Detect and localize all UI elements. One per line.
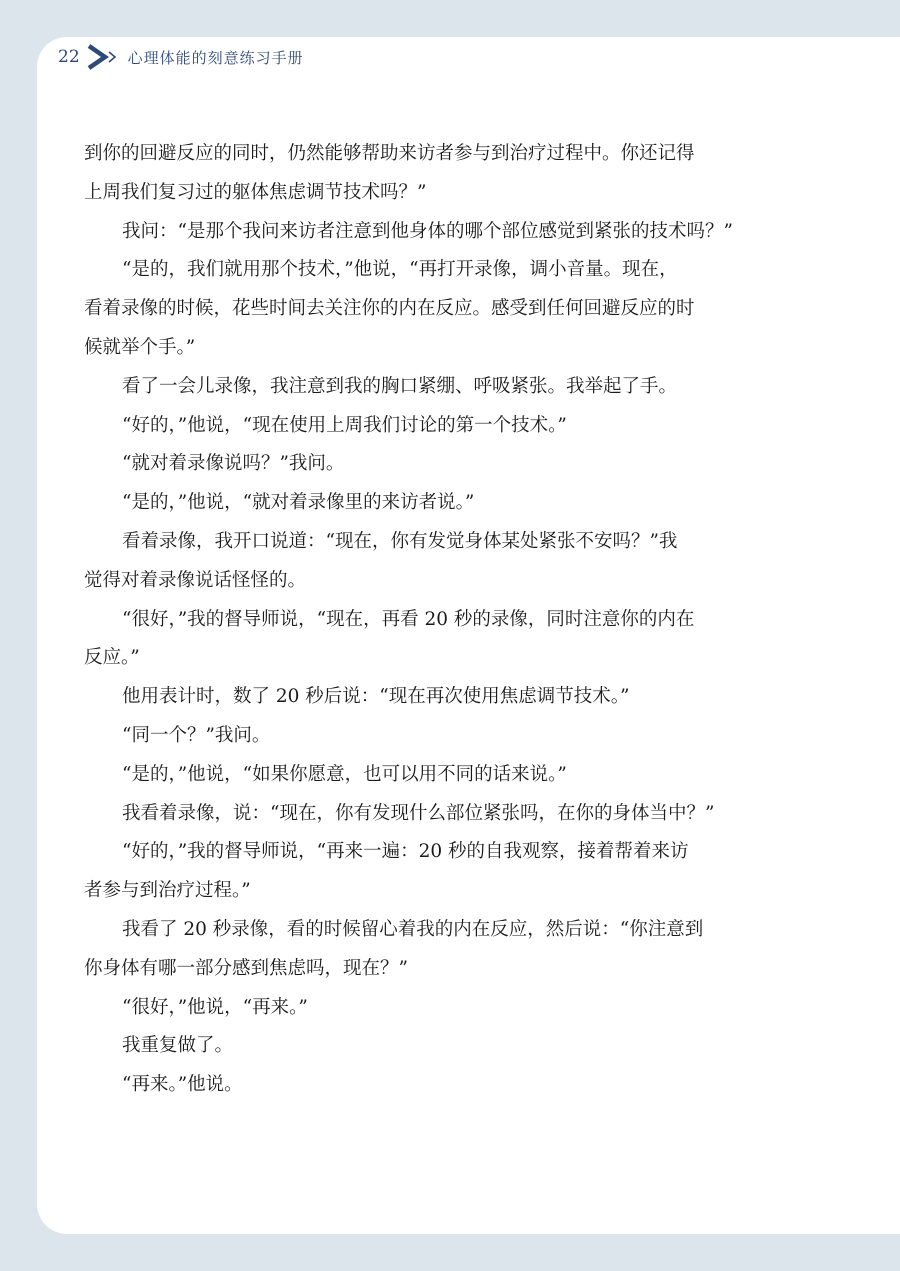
text-line: “是的，”他说，“就对着录像里的来访者说。”: [122, 492, 475, 514]
text-line: “再来。”他说。: [122, 1074, 243, 1096]
text-line: “很好，”他说，“再来。”: [122, 996, 308, 1018]
text-line: 反应。”: [84, 647, 140, 669]
text-line: “好的，”他说，“现在使用上周我们讨论的第一个技术。”: [122, 414, 567, 436]
text-line: 我看着录像，说：“现在，你有发现什么部位紧张吗，在你的身体当中？”: [122, 802, 715, 824]
text-line: 我问：“是那个我问来访者注意到他身体的哪个部位感觉到紧张的技术吗？”: [122, 220, 733, 242]
book-title: 心理体能的刻意练习手册: [127, 48, 304, 67]
page-header: [58, 42, 304, 72]
text-line: “很好，”我的督导师说，“现在，再看 20 秒的录像，同时注意你的内在: [122, 608, 695, 630]
text-line: 你身体有哪一部分感到焦虑吗，现在？”: [84, 957, 408, 979]
text-line: 候就举个手。”: [84, 336, 196, 358]
text-line: 到你的回避反应的同时，仍然能够帮助来访者参与到治疗过程中。你还记得: [84, 143, 695, 164]
text-line: 觉得对着录像说话怪怪的。: [84, 569, 307, 591]
text-line: “同一个？”我问。: [122, 724, 271, 746]
text-line: 看着录像的时候，花些时间去关注你的内在反应。感受到任何回避反应的时: [84, 298, 695, 320]
text-line: “是的，我们就用那个技术，”他说，“再打开录像，调小音量。现在，: [122, 259, 678, 281]
text-line: “是的，”他说，“如果你愿意，也可以用不同的话来说。”: [122, 763, 567, 785]
text-line: 我重复做了。: [122, 1035, 234, 1057]
text-line: 我看了 20 秒录像，看的时候留心着我的内在反应，然后说：“你注意到: [122, 918, 704, 940]
chevron-right-icon: [86, 44, 120, 70]
text-line: 他用表计时，数了 20 秒后说：“现在再次使用焦虑调节技术。”: [122, 686, 630, 708]
body-text: [84, 135, 739, 1105]
text-line: “好的，”我的督导师说，“再来一遍：20 秒的自我观察，接着帮着来访: [122, 841, 689, 863]
text-line: 上周我们复习过的躯体焦虑调节技术吗？”: [84, 181, 427, 203]
text-line: 看了一会儿录像，我注意到我的胸口紧绷、呼吸紧张。我举起了手。: [122, 375, 678, 397]
text-line: 者参与到治疗过程。”: [84, 880, 251, 902]
page-number: 22: [58, 47, 80, 67]
text-line: 看着录像，我开口说道：“现在，你有发觉身体某处紧张不安吗？”我: [122, 530, 678, 552]
text-line: “就对着录像说吗？”我问。: [122, 453, 345, 475]
